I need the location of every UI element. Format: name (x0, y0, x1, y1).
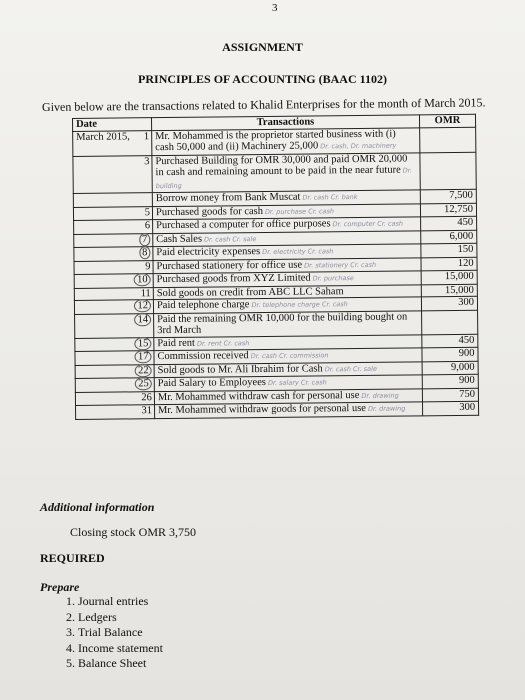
handwritten-note: Dr. electricity Cr. cash (262, 247, 334, 257)
row-day: 15 (135, 337, 152, 350)
row-amount (419, 127, 475, 153)
transactions-table (72, 114, 479, 420)
header-transactions: Transactions (151, 115, 419, 130)
transaction-text: Borrow money from Bank Muscat (155, 191, 301, 205)
row-date (73, 130, 152, 156)
row-day: 8 (139, 246, 150, 259)
row-date (73, 206, 152, 220)
task-list (62, 594, 163, 672)
row-amount: 15,000 (421, 270, 477, 284)
row-date (73, 193, 152, 207)
header-omr: OMR (419, 114, 475, 127)
closing-stock: Closing stock OMR 3,750 (70, 525, 197, 539)
transaction-text: Paid electricity expenses (156, 246, 261, 259)
row-day: 3 (144, 155, 150, 167)
row-day: 10 (134, 273, 151, 286)
row-month: March 2015, (76, 130, 130, 143)
handwritten-note: Dr. drawing (361, 391, 399, 400)
handwritten-note: Dr. cash Cr. bank (302, 193, 358, 202)
row-date (75, 391, 154, 405)
row-day: 22 (135, 364, 152, 377)
prepare-heading: Prepare (40, 580, 80, 594)
row-day: 17 (135, 350, 152, 363)
handwritten-note: Dr. cash Cr. sale (203, 234, 257, 244)
handwritten-note: Dr. drawing (367, 404, 406, 413)
transaction-text: Paid the remaining OMR 10,000 for the building bought on 3rd March (157, 311, 408, 337)
row-amount: 150 (421, 243, 477, 257)
transaction-text: Mr. Mohammed is the proprietor started business with (i) cash 50,000 and (ii) Machinery 25,000 (155, 128, 396, 154)
row-day: 12 (134, 299, 151, 312)
task-item: 5. Balance Sheet (78, 656, 163, 672)
row-day: 6 (144, 220, 151, 232)
row-day: 9 (145, 260, 151, 272)
row-amount (420, 152, 477, 190)
row-day: 31 (141, 405, 153, 417)
handwritten-note: Dr. computer Cr. cash (332, 219, 404, 229)
table-body (73, 127, 479, 419)
page-number: 3 (272, 2, 278, 14)
row-transaction (154, 310, 422, 337)
row-day: 14 (134, 313, 151, 326)
row-day: 5 (144, 206, 151, 218)
row-transaction (152, 152, 420, 192)
row-date (76, 405, 155, 419)
row-date (74, 300, 153, 314)
task-item: 4. Income statement (78, 641, 163, 657)
row-amount: 900 (422, 347, 478, 361)
task-item: 3. Trial Balance (78, 625, 163, 641)
transaction-text: Paid telephone charge (156, 299, 250, 312)
row-amount: 450 (420, 216, 476, 230)
course-title: PRINCIPLES OF ACCOUNTING (BAAC 1102) (138, 72, 387, 86)
task-item: 2. Ledgers (78, 610, 163, 626)
transaction-text: Paid rent (157, 337, 195, 349)
handwritten-note: Dr. salary Cr. cash (267, 378, 327, 387)
handwritten-note: Dr. cash, Dr. machinery (320, 141, 397, 151)
row-amount: 450 (422, 334, 478, 348)
row-date (75, 313, 154, 338)
transaction-text: Sold goods to Mr. Ali Ibrahim for Cash (157, 362, 323, 376)
handwritten-note: Dr. cash Cr. sale (324, 364, 377, 373)
table-row (76, 401, 479, 419)
row-amount: 9,000 (422, 361, 478, 375)
transaction-text: Cash Sales (156, 233, 203, 245)
transaction-text: Commission received (157, 350, 249, 363)
transaction-text: Paid Salary to Employees (157, 376, 266, 390)
row-date (75, 351, 154, 365)
row-date (74, 233, 153, 247)
row-date (73, 155, 152, 193)
transaction-text: Purchased a computer for office purposes (156, 218, 331, 232)
intro-text: Given below are the transactions related to Khalid Enterprises for the month of March 2015. (41, 95, 486, 114)
row-transaction (154, 402, 422, 418)
handwritten-note: Dr. telephone charge Cr. cash (251, 300, 348, 310)
row-date (74, 220, 153, 234)
row-date (75, 378, 154, 392)
handwritten-note: Dr. stationery Cr. cash (304, 260, 377, 270)
transaction-text: Purchased goods from XYZ Limited (156, 272, 311, 286)
page-title: ASSIGNMENT (222, 40, 303, 54)
row-day: 26 (141, 391, 152, 403)
handwritten-note: Dr. building (155, 166, 412, 190)
transaction-text: Sold goods on credit from ABC LLC Saham (156, 285, 344, 299)
handwritten-note: Dr. purchase (312, 274, 354, 283)
handwritten-note: Dr. rent Cr. cash (196, 338, 250, 348)
row-amount: 300 (422, 401, 478, 415)
row-day: 1 (143, 130, 150, 142)
required-heading: REQUIRED (40, 551, 105, 565)
row-amount: 900 (422, 374, 478, 388)
row-amount: 7,500 (420, 189, 476, 203)
row-amount: 12,750 (420, 203, 476, 217)
transaction-text: Purchased goods for cash (155, 205, 264, 218)
handwritten-note: Dr. purchase Cr. cash (264, 206, 335, 216)
row-day: 11 (140, 287, 151, 299)
table-row (73, 152, 476, 194)
header-date: Date (73, 118, 152, 131)
row-amount: 120 (421, 257, 477, 271)
row-date (74, 274, 153, 288)
transaction-text: Mr. Mohammed withdraw goods for personal use (157, 402, 367, 417)
row-amount: 15,000 (421, 284, 477, 297)
handwritten-note: Dr. cash Cr. commission (250, 351, 329, 361)
task-item: 1. Journal entries (78, 594, 163, 610)
row-amount (421, 310, 477, 335)
row-transaction (152, 127, 420, 155)
row-amount: 6,000 (421, 230, 477, 244)
row-amount: 300 (421, 296, 477, 310)
transaction-text: Purchased Building for OMR 30,000 and paid OMR 20,000 in cash and remaining amount to be paid in the near future (155, 152, 408, 179)
transaction-text: Purchased stationery for office use (156, 259, 303, 272)
transaction-text: Mr. Mohammed withdraw cash for personal use (157, 389, 360, 403)
additional-information-heading: Additional information (40, 500, 155, 514)
row-day: 25 (135, 377, 152, 390)
row-amount: 750 (422, 388, 478, 402)
row-date (74, 247, 153, 261)
row-day: 7 (139, 233, 150, 246)
